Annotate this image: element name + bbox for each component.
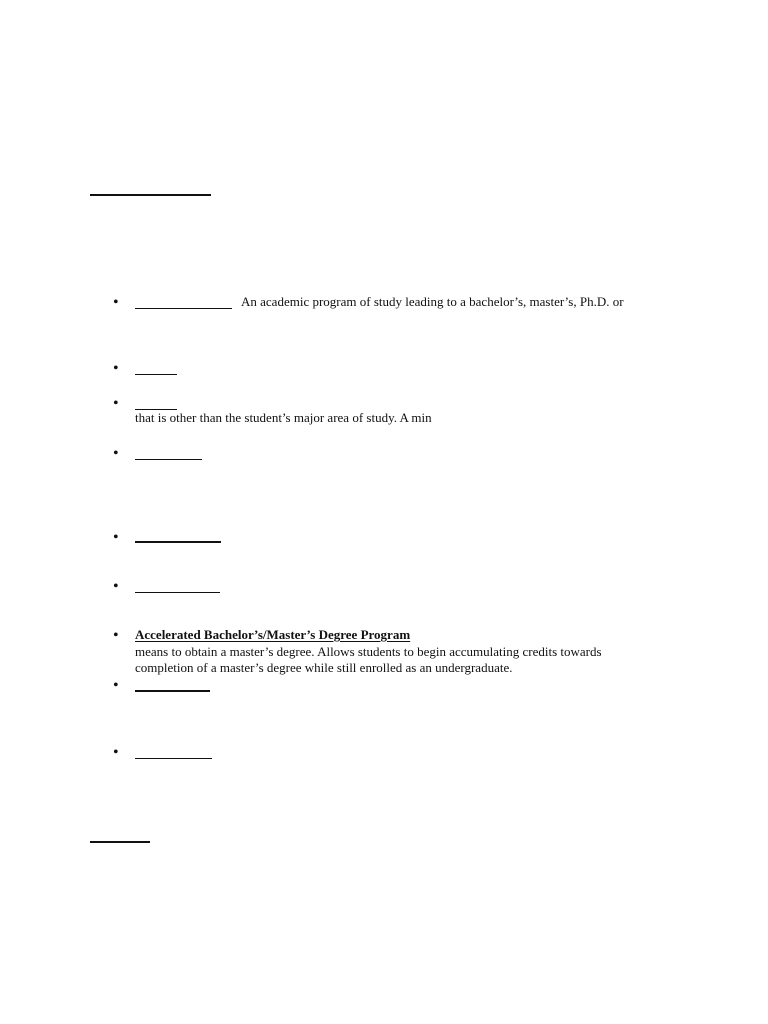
term-blank	[135, 592, 220, 593]
bullet-icon: •	[113, 360, 119, 377]
term-blank	[135, 758, 212, 759]
term-blank	[135, 374, 177, 375]
bullet-icon: •	[113, 578, 119, 595]
bullet-icon: •	[113, 445, 119, 462]
definition-text: that is other than the student’s major area of study. A min	[135, 410, 432, 425]
bullet-icon: •	[113, 627, 119, 644]
term-blank	[135, 690, 210, 692]
section-heading-underline	[90, 194, 211, 196]
definition-text: completion of a master’s degree while still enrolled as an undergraduate.	[135, 660, 513, 675]
term-blank	[135, 308, 232, 309]
bullet-icon: •	[113, 395, 119, 412]
bullet-icon: •	[113, 294, 119, 311]
term-blank	[135, 541, 221, 543]
term-blank	[135, 459, 202, 460]
definition-text: means to obtain a master’s degree. Allows students to begin accumulating credits towards	[135, 644, 602, 659]
bullet-icon: •	[113, 529, 119, 546]
bullet-icon: •	[113, 677, 119, 694]
term-label: Accelerated Bachelor’s/Master’s Degree Program	[135, 627, 411, 642]
section-heading-underline	[90, 841, 150, 843]
definition-text: An academic program of study leading to a bachelor’s, master’s, Ph.D. or	[241, 294, 624, 309]
bullet-icon: •	[113, 744, 119, 761]
